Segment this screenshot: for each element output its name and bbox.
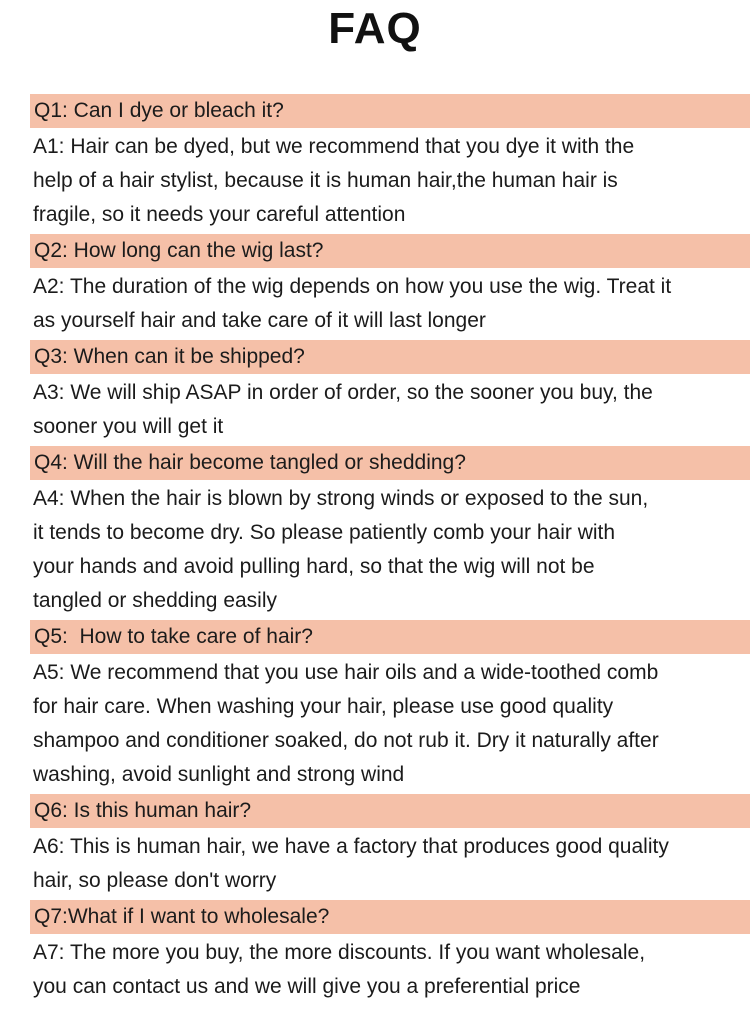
faq-answer-line: washing, avoid sunlight and strong wind bbox=[33, 763, 405, 786]
faq-answer-line: A6: This is human hair, we have a factory that produces good quality bbox=[33, 835, 669, 858]
faq-answer-4 bbox=[0, 482, 750, 618]
faq-answer-line: hair, so please don't worry bbox=[33, 869, 277, 892]
faq-answer-line: as yourself hair and take care of it will last longer bbox=[33, 309, 486, 332]
faq-answer-line: your hands and avoid pulling hard, so that the wig will not be bbox=[33, 555, 595, 578]
faq-answer-line: tangled or shedding easily bbox=[33, 589, 278, 612]
faq-answer-line: A2: The duration of the wig depends on how you use the wig. Treat it bbox=[33, 275, 672, 298]
faq-answer-line: it tends to become dry. So please patiently comb your hair with bbox=[33, 521, 616, 544]
faq-answer-line: A1: Hair can be dyed, but we recommend that you dye it with the bbox=[33, 135, 635, 158]
faq-answer-5 bbox=[0, 656, 750, 792]
faq-answer-line: fragile, so it needs your careful attention bbox=[33, 203, 406, 226]
faq-answer-3 bbox=[0, 376, 750, 444]
faq-question-2: Q2: How long can the wig last? bbox=[30, 234, 750, 268]
faq-question-3: Q3: When can it be shipped? bbox=[30, 340, 750, 374]
faq-question-7: Q7:What if I want to wholesale? bbox=[30, 900, 750, 934]
faq-answer-2 bbox=[0, 270, 750, 338]
faq-answer-line: shampoo and conditioner soaked, do not rub it. Dry it naturally after bbox=[33, 729, 659, 752]
faq-answer-line: sooner you will get it bbox=[33, 415, 224, 438]
faq-answer-line: help of a hair stylist, because it is human hair,the human hair is bbox=[33, 169, 618, 192]
faq-answer-line: A3: We will ship ASAP in order of order, so the sooner you buy, the bbox=[33, 381, 653, 404]
faq-answer-line: A5: We recommend that you use hair oils and a wide-toothed comb bbox=[33, 661, 659, 684]
faq-question-5: Q5: How to take care of hair? bbox=[30, 620, 750, 654]
faq-answer-1 bbox=[0, 130, 750, 232]
page-title: FAQ bbox=[328, 4, 422, 53]
faq-answer-7 bbox=[0, 936, 750, 1004]
faq-answer-line: for hair care. When washing your hair, please use good quality bbox=[33, 695, 614, 718]
faq-answer-line: A4: When the hair is blown by strong winds or exposed to the sun, bbox=[33, 487, 649, 510]
faq-question-4: Q4: Will the hair become tangled or shedding? bbox=[30, 446, 750, 480]
faq-answer-6 bbox=[0, 830, 750, 898]
faq-answer-line: A7: The more you buy, the more discounts. If you want wholesale, bbox=[33, 941, 646, 964]
faq-answer-line: you can contact us and we will give you a preferential price bbox=[33, 975, 581, 998]
faq-question-1: Q1: Can I dye or bleach it? bbox=[30, 94, 750, 128]
faq-question-6: Q6: Is this human hair? bbox=[30, 794, 750, 828]
